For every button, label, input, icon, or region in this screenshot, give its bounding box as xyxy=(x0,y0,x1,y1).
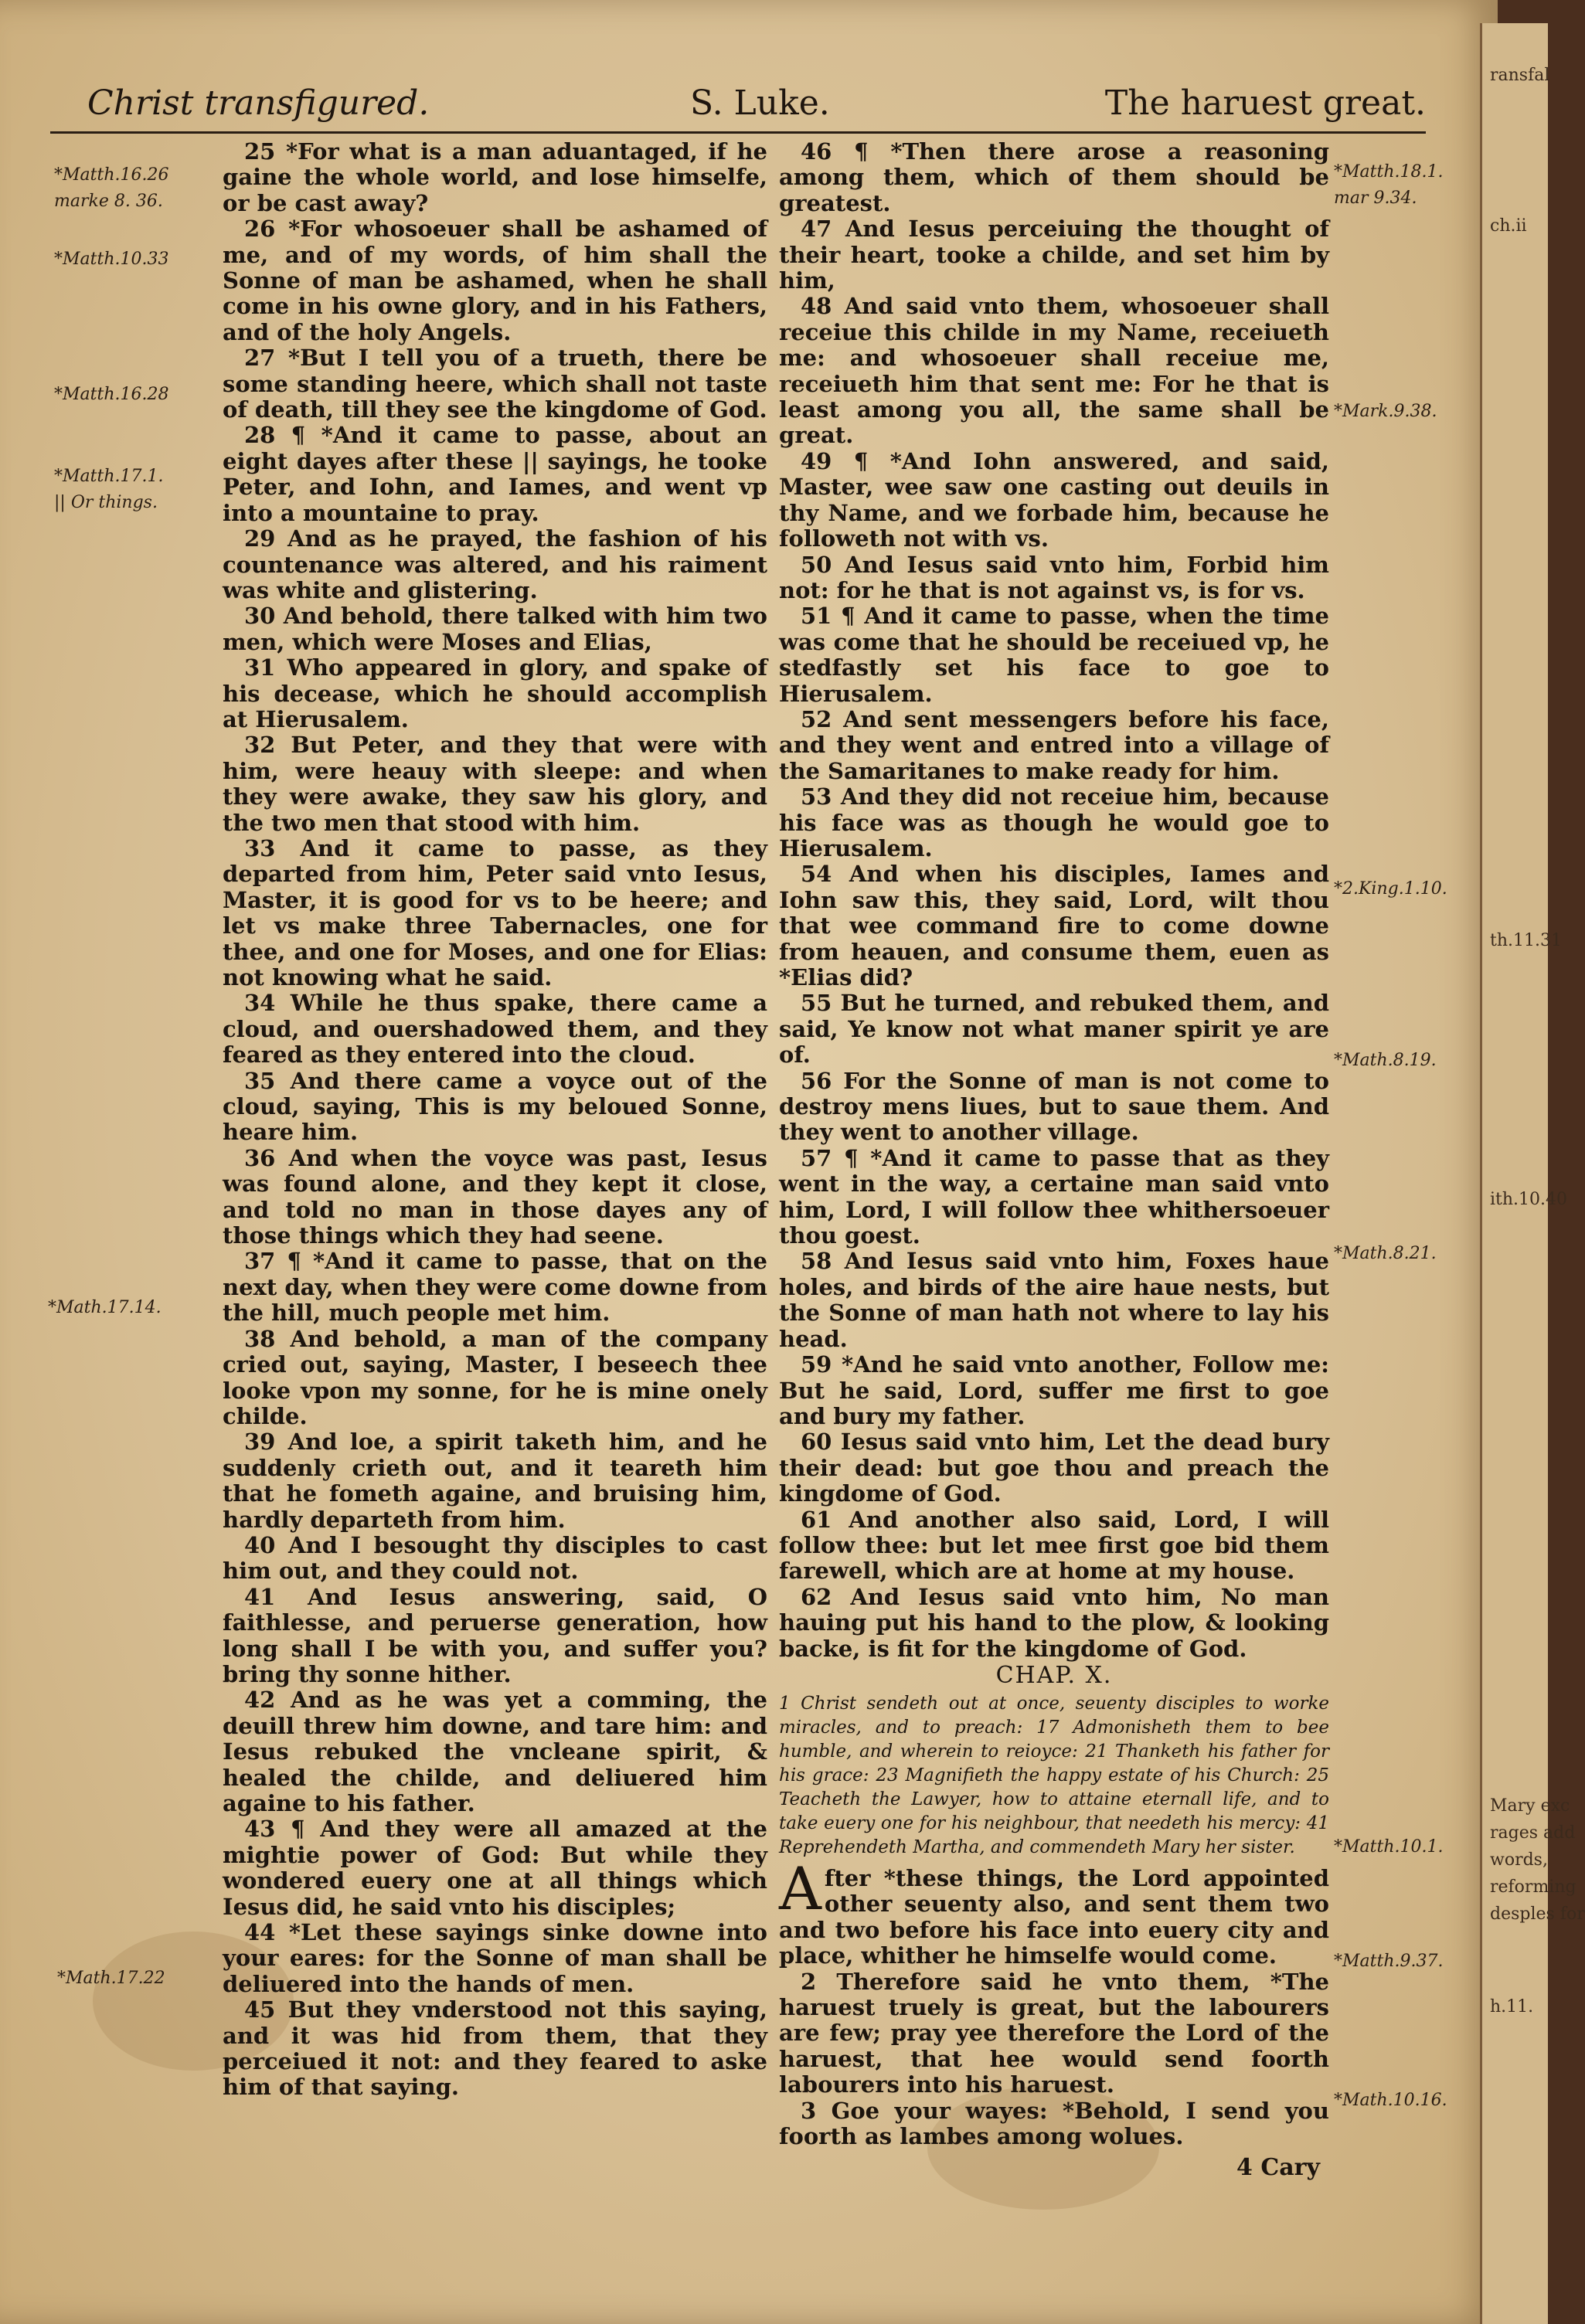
facing-page-fragment: ch.ii xyxy=(1490,216,1527,236)
verse: 41 And Iesus answering, said, O faithlesse, and peruerse generation, how long shall I be with you, and suffer you? bring thy sonne hither. xyxy=(223,1583,767,1687)
verse: 45 But they vnderstood not this saying, and it was hid from them, that they perceiued it not: and they feared to aske him of that saying. xyxy=(223,1996,767,2101)
verse: 58 And Iesus said vnto him, Foxes haue holes, and birds of the aire haue nests, but the Sonne of man hath not where to lay his head. xyxy=(779,1248,1329,1352)
margin-note: *Mark.9.38. xyxy=(1334,402,1437,421)
verse: 46 ¶ *Then there arose a reasoning among them, which of them should be greatest. xyxy=(779,138,1329,216)
margin-note: *Math.17.14. xyxy=(48,1298,162,1317)
verse: 30 And behold, there talked with him two men, which were Moses and Elias, xyxy=(223,603,767,655)
verse: 25 *For what is a man aduantaged, if he gaine the whole world, and lose himselfe, or be cast away? xyxy=(223,138,767,216)
verse: 44 *Let these sayings sinke downe into your eares: for the Sonne of man shall be deliuered into the hands of men. xyxy=(223,1919,767,1997)
verse: 2 Therefore said he vnto them, *The haruest truely is great, but the labourers are few; pray yee therefore the Lord of the haruest, that hee would send foorth labourers into his haruest. xyxy=(779,1968,1329,2098)
verse: 55 But he turned, and rebuked them, and said, Ye know not what maner spirit ye are of. xyxy=(779,990,1329,1069)
verse: 32 But Peter, and they that were with him, were heauy with sleepe: and when they were awake, they saw his glory, and the two men that stood with him. xyxy=(223,732,767,836)
verse: 61 And another also said, Lord, I will follow thee: but let mee first goe bid them farewell, which are at home at my house. xyxy=(779,1506,1329,1585)
verse: 53 And they did not receiue him, because his face was as though he would goe to Hierusalem. xyxy=(779,783,1329,861)
facing-page-fragment: ith.10.40 xyxy=(1490,1190,1568,1209)
margin-note: *Matth.17.1. xyxy=(54,467,164,486)
margin-note: *Matth.16.28 xyxy=(54,385,169,404)
verse: 56 For the Sonne of man is not come to destroy mens liues, but to saue them. And they went to another village. xyxy=(779,1067,1329,1146)
verse: After *these things, the Lord appointed other seuenty also, and sent them two and two before his face into euery city and place, whither he himselfe would come. xyxy=(779,1853,1329,1969)
verse: 3 Goe your wayes: *Behold, I send you foorth as lambes among wolues. xyxy=(779,2097,1329,2150)
verse: 39 And loe, a spirit taketh him, and he suddenly crieth out, and it teareth him that he fometh againe, and bruising him, hardly departeth from him. xyxy=(223,1429,767,1533)
facing-page-fragment: words, xyxy=(1490,1850,1548,1870)
drop-cap: A xyxy=(779,1853,821,1923)
verse: 28 ¶ *And it came to passe, about an eight dayes after these || sayings, he tooke Peter, and Iohn, and Iames, and went vp into a mountaine to pray. xyxy=(223,422,767,526)
margin-note: marke 8. 36. xyxy=(54,192,163,211)
verse: 38 And behold, a man of the company cried out, saying, Master, I beseech thee looke vpon my sonne, for he is mine onely childe. xyxy=(223,1325,767,1429)
verse: 26 *For whosoeuer shall be ashamed of me, and of my words, of him shall the Sonne of man be ashamed, when he shall come in his owne glory, and in his Fathers, and of the holy Angels. xyxy=(223,216,767,345)
verse: 62 And Iesus said vnto him, No man hauing put his hand to the plow, & looking backe, is fit for the kingdome of God. xyxy=(779,1583,1329,1662)
margin-note: *Math.17.22 xyxy=(57,1969,165,1988)
verse: 36 And when the voyce was past, Iesus was found alone, and they kept it close, and told no man in those dayes any of those things which they had seene. xyxy=(223,1144,767,1249)
facing-page-fragment: rages add xyxy=(1490,1823,1576,1843)
running-header xyxy=(50,77,1426,134)
header-left: Christ transfigured. xyxy=(87,83,430,123)
verse: 59 *And he said vnto another, Follow me: But he said, Lord, suffer me first to goe and bury my father. xyxy=(779,1351,1329,1429)
chapter-heading: CHAP. X. xyxy=(995,1661,1113,1689)
margin-note: *Matth.16.26 xyxy=(54,165,169,185)
margin-note: || Or things. xyxy=(54,493,158,512)
verse: 37 ¶ *And it came to passe, that on the next day, when they were come downe from the hill, much people met him. xyxy=(223,1248,767,1327)
header-center: S. Luke. xyxy=(690,83,830,123)
verse: 43 ¶ And they were all amazed at the mightie power of God: But while they wondered euery one at all things which Iesus did, he said vnto his disciples; xyxy=(223,1816,767,1920)
verse: 35 And there came a voyce out of the cloud, saying, This is my beloued Sonne, heare him. xyxy=(223,1067,767,1146)
verse: 49 ¶ *And Iohn answered, and said, Master, wee saw one casting out deuils in thy Name, and we forbade him, because he followeth not with vs. xyxy=(779,447,1329,552)
verse: 47 And Iesus perceiuing the thought of their heart, tooke a childe, and set him by him, xyxy=(779,216,1329,294)
verse: 52 And sent messengers before his face, and they went and entred into a village of the Samaritanes to make ready for him. xyxy=(779,705,1329,784)
chapter-summary: 1 Christ sendeth out at once, seuenty disciples to worke miracles, and to preach: 17 Admonisheth them to bee humble, and wherein to reioyce: 21 Thanketh his father for his grace: 23 Magnifieth the happy estate of his Church: 25 Teacheth the Lawyer, how to attaine eternall life, and to take euery one for his neighbour, that needeth his mercy: 41 Reprehendeth Martha, and commendeth Mary her sister. xyxy=(779,1693,1329,1857)
header-right: The haruest great. xyxy=(1104,83,1426,123)
margin-note: mar 9.34. xyxy=(1334,189,1417,208)
margin-note: *Matth.10.1. xyxy=(1334,1837,1444,1857)
margin-note: *Matth.9.37. xyxy=(1334,1952,1444,1971)
verse: 51 ¶ And it came to passe, when the time was come that he should be receiued vp, he stedfastly set his face to goe to Hierusalem. xyxy=(779,603,1329,707)
verse: 60 Iesus said vnto him, Let the dead bury their dead: but goe thou and preach the kingdome of God. xyxy=(779,1429,1329,1507)
verse: 34 While he thus spake, there came a cloud, and ouershadowed them, and they feared as they entered into the cloud. xyxy=(223,990,767,1069)
margin-note: *Matth.18.1. xyxy=(1334,162,1444,182)
facing-page-fragment: reforming xyxy=(1490,1877,1576,1897)
verse: 57 ¶ *And it came to passe that as they went in the way, a certaine man said vnto him, Lord, I will follow thee whithersoeuer thou goest. xyxy=(779,1144,1329,1249)
facing-page-fragment: desples for xyxy=(1490,1904,1585,1924)
catchword: 4 Cary xyxy=(1236,2154,1320,2181)
facing-page-fragment: Mary exc xyxy=(1490,1796,1570,1816)
verse: 31 Who appeared in glory, and spake of his decease, which he should accomplish at Hierusalem. xyxy=(223,654,767,732)
margin-note: *2.King.1.10. xyxy=(1334,879,1447,899)
verse: 50 And Iesus said vnto him, Forbid him not: for he that is not against vs, is for vs. xyxy=(779,551,1329,603)
left-text-column xyxy=(223,139,767,2101)
facing-page-fragment: ransfal xyxy=(1490,66,1550,85)
verse: 54 And when his disciples, Iames and Iohn saw this, they said, Lord, wilt thou that wee command fire to come downe from heauen, and consume them, euen as *Elias did? xyxy=(779,861,1329,990)
verse: 40 And I besought thy disciples to cast him out, and they could not. xyxy=(223,1531,767,1585)
verse: 29 And as he prayed, the fashion of his countenance was altered, and his raiment was white and glistering. xyxy=(223,525,767,603)
margin-note: *Matth.10.33 xyxy=(54,250,169,269)
right-text-column xyxy=(779,139,1329,2149)
verse: 27 *But I tell you of a trueth, there be some standing heere, which shall not taste of death, till they see the kingdome of God. xyxy=(223,345,767,423)
facing-page-edge xyxy=(1480,23,1585,2324)
margin-note: *Math.8.19. xyxy=(1334,1051,1437,1070)
margin-note: *Math.10.16. xyxy=(1334,2091,1447,2110)
verse: 48 And said vnto them, whosoeuer shall receiue this childe in my Name, receiueth me: and whosoeuer shall receiue me, receiueth him that sent me: For he that is least among you all, the same shall be great. xyxy=(779,293,1329,449)
verse: 33 And it came to passe, as they departed from him, Peter said vnto Iesus, Master, it is good for vs to be heere; and let vs make three Tabernacles, one for thee, and one for Moses, and one for Elias: not knowing what he said. xyxy=(223,834,767,990)
verse: 42 And as he was yet a comming, the deuill threw him downe, and tare him: and Iesus rebuked the vncleane spirit, & healed the childe, and deliuered him againe to his father. xyxy=(223,1687,767,1816)
facing-page-fragment: th.11.31 xyxy=(1490,931,1562,950)
margin-note: *Math.8.21. xyxy=(1334,1244,1437,1263)
facing-page-fragment: h.11. xyxy=(1490,1997,1534,2017)
